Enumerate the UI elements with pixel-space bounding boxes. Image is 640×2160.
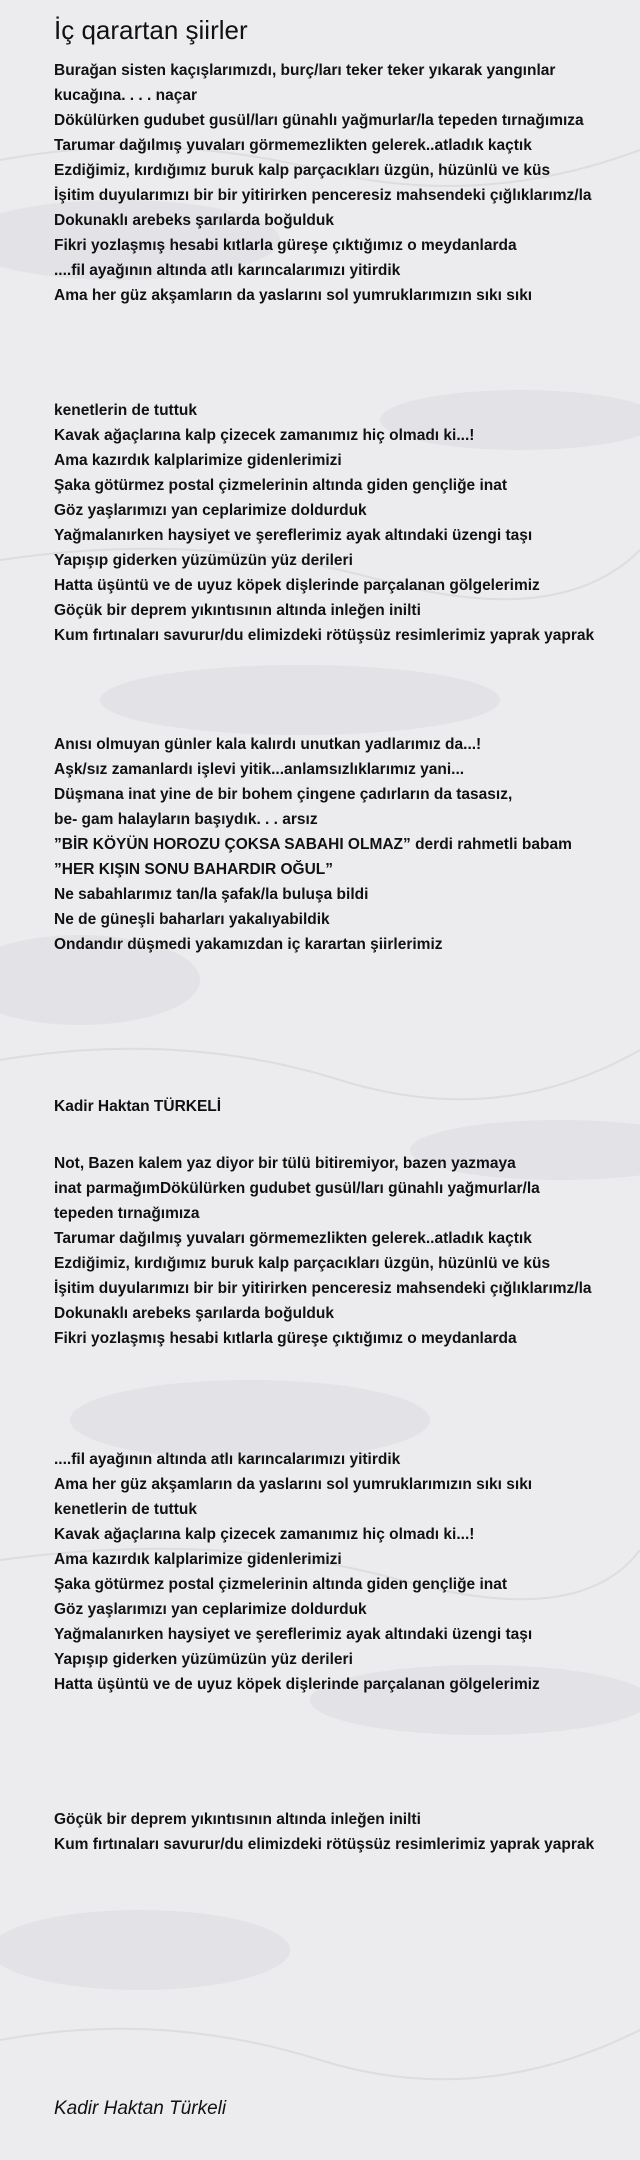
poem-line: Tarumar dağılmış yuvaları görmemezlikten gelerek..atladık kaçtık xyxy=(54,1230,532,1247)
poem-line: be- gam halayların başıydık. . . arsız xyxy=(54,811,318,828)
poem-line: ....fil ayağının altında atlı karıncalarımızı yitirdik xyxy=(54,262,401,279)
poem-line: inat parmağımDökülürken gudubet gusül/ları günahlı yağmurlar/la xyxy=(54,1180,540,1197)
poem-line: Aşk/sız zamanlardı işlevi yitik...anlamsızlıklarımız yani... xyxy=(54,761,465,778)
stanza-6 xyxy=(54,1807,628,1857)
poem-line: Kum fırtınaları savurur/du elimizdeki rötüşsüz resimlerimiz yaprak yaprak xyxy=(54,1836,595,1853)
poem-line: Göçük bir deprem yıkıntısının altında inleğen inilti xyxy=(54,1811,421,1828)
poem-line: Ezdiğimiz, kırdığımız buruk kalp parçacıkları üzgün, hüzünlü ve küs xyxy=(54,162,551,179)
poem-line: Kavak ağaçlarına kalp çizecek zamanımız hiç olmadı ki...! xyxy=(54,1526,475,1543)
poem-line: Hatta üşüntü ve de uyuz köpek dişlerinde parçalanan gölgelerimiz xyxy=(54,577,540,594)
poem-line: kenetlerin de tuttuk xyxy=(54,402,197,419)
poem-title: İç qarartan şiirler xyxy=(54,15,248,45)
poem-line: Ondandır düşmedi yakamızdan iç karartan şiirlerimiz xyxy=(54,936,443,953)
poem-line: Ama kazırdık kalplarimize gidenlerimizi xyxy=(54,452,342,469)
poem-line: Tarumar dağılmış yuvaları görmemezlikten gelerek..atladık kaçtık xyxy=(54,137,532,154)
stanza-note xyxy=(54,1151,628,1351)
stanza-1 xyxy=(54,58,628,308)
poem-line: Hatta üşüntü ve de uyuz köpek dişlerinde parçalanan gölgelerimiz xyxy=(54,1676,540,1693)
poem-line: Anısı olmuyan günler kala kalırdı unutkan yadlarımız da...! xyxy=(54,736,482,753)
poem-line: Ama her güz akşamların da yaslarını sol yumruklarımızın sıkı sıkı xyxy=(54,287,533,304)
stanza-3 xyxy=(54,732,628,957)
poem-line: Ama her güz akşamların da yaslarını sol yumruklarımızın sıkı sıkı xyxy=(54,1476,533,1493)
poem-line: Ne de güneşli baharları yakalıyabildik xyxy=(54,911,330,928)
poem-line: Dokunaklı arebeks şarılarda boğulduk xyxy=(54,212,334,229)
poem-line: İşitim duyularımızı bir bir yitirirken penceresiz mahsendeki çığlıklarımz/la xyxy=(54,1280,592,1297)
poem-line: Göz yaşlarımızı yan ceplarimize doldurduk xyxy=(54,502,367,519)
author-name: Kadir Haktan TÜRKELİ xyxy=(54,1098,222,1115)
poem-line: Yağmalanırken haysiyet ve şereflerimiz ayak altındaki üzengi taşı xyxy=(54,1626,533,1643)
poem-line: Ama kazırdık kalplarimize gidenlerimizi xyxy=(54,1551,342,1568)
poem-line: Yapışıp giderken yüzümüzün yüz derileri xyxy=(54,1651,353,1668)
stanza-5 xyxy=(54,1447,628,1697)
poem-line: Göçük bir deprem yıkıntısının altında inleğen inilti xyxy=(54,602,421,619)
author-signature: Kadir Haktan Türkeli xyxy=(54,2098,227,2119)
poem-line: İşitim duyularımızı bir bir yitirirken penceresiz mahsendeki çığlıklarımz/la xyxy=(54,187,592,204)
poem-line: tepeden tırnağımıza xyxy=(54,1205,200,1222)
stanza-2 xyxy=(54,398,628,648)
poem-line: Kum fırtınaları savurur/du elimizdeki rötüşsüz resimlerimiz yaprak yaprak xyxy=(54,627,595,644)
poem-line: Not, Bazen kalem yaz diyor bir tülü bitiremiyor, bazen yazmaya xyxy=(54,1155,516,1172)
poem-line: Kavak ağaçlarına kalp çizecek zamanımız hiç olmadı ki...! xyxy=(54,427,475,444)
poem-line: Düşmana inat yine de bir bohem çingene çadırların da tasasız, xyxy=(54,786,513,803)
poem-line: Yağmalanırken haysiyet ve şereflerimiz ayak altındaki üzengi taşı xyxy=(54,527,533,544)
poem-line: kucağına. . . . naçar xyxy=(54,87,198,104)
poem-line: Fikri yozlaşmış hesabi kıtlarla güreşe çıktığımız o meydanlarda xyxy=(54,237,517,254)
poem-line: Yapışıp giderken yüzümüzün yüz derileri xyxy=(54,552,353,569)
poem-line: ”BİR KÖYÜN HOROZU ÇOKSA SABAHI OLMAZ” derdi rahmetli babam xyxy=(54,836,572,853)
poem-line: Dökülürken gudubet gusül/ları günahlı yağmurlar/la tepeden tırnağımıza xyxy=(54,112,584,129)
poem-line: Dokunaklı arebeks şarılarda boğulduk xyxy=(54,1305,334,1322)
poem-line: kenetlerin de tuttuk xyxy=(54,1501,197,1518)
poem-line: Şaka götürmez postal çizmelerinin altında giden gençliğe inat xyxy=(54,1576,508,1593)
poem-line: ....fil ayağının altında atlı karıncalarımızı yitirdik xyxy=(54,1451,401,1468)
author-line-block xyxy=(54,1094,628,1119)
poem-line: Şaka götürmez postal çizmelerinin altında giden gençliğe inat xyxy=(54,477,508,494)
poem-line: ”HER KIŞIN SONU BAHARDIR OĞUL” xyxy=(54,861,334,878)
poem-line: Ne sabahlarımız tan/la şafak/la buluşa bildi xyxy=(54,886,369,903)
poem-line: Burağan sisten kaçışlarımızdı, burç/ları teker teker yıkarak yangınlar xyxy=(54,62,556,79)
poem-line: Göz yaşlarımızı yan ceplarimize doldurduk xyxy=(54,1601,367,1618)
poem-line: Fikri yozlaşmış hesabi kıtlarla güreşe çıktığımız o meydanlarda xyxy=(54,1330,517,1347)
poem-line: Ezdiğimiz, kırdığımız buruk kalp parçacıkları üzgün, hüzünlü ve küs xyxy=(54,1255,551,1272)
